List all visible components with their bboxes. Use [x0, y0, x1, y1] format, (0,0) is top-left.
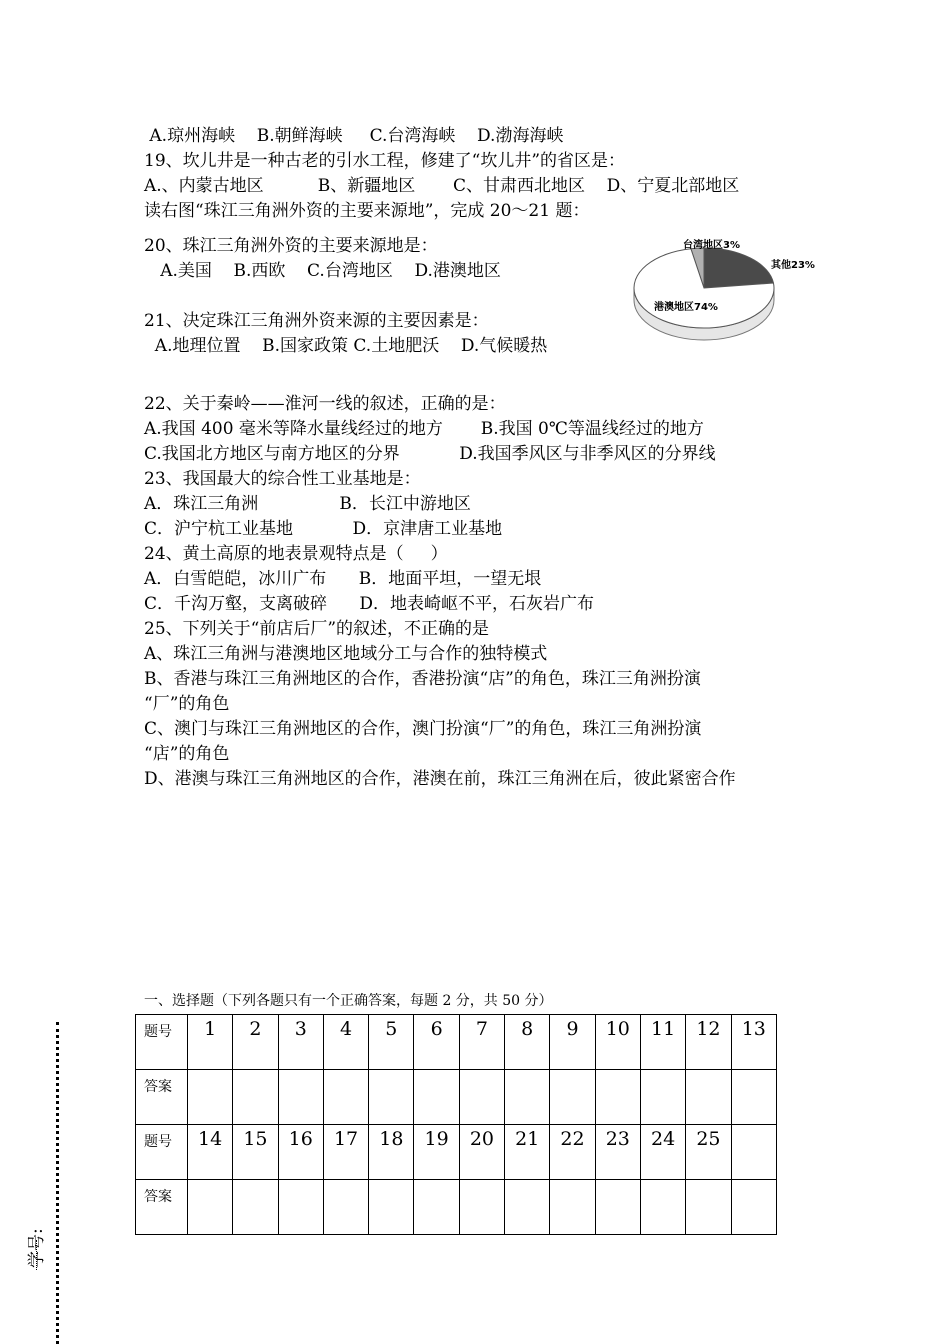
answer-cell[interactable] [188, 1070, 233, 1125]
q-number: 18 [369, 1125, 414, 1180]
q23-options-ab: A．珠江三角洲 B．长江中游地区 [144, 494, 471, 514]
q21-stem: 21、决定珠江三角洲外资来源的主要因素是： [144, 311, 489, 331]
answer-cell[interactable] [731, 1180, 776, 1235]
q20-stem: 20、珠江三角洲外资的主要来源地是： [144, 236, 438, 256]
q25-option-c-cont: “店”的角色 [144, 744, 230, 764]
q-number: 24 [640, 1125, 685, 1180]
answer-table [135, 1014, 777, 1235]
q24-stem: 24、黄土高原的地表景观特点是（ ） [144, 544, 448, 564]
q-number: 22 [550, 1125, 595, 1180]
answer-cell[interactable] [278, 1070, 323, 1125]
answer-label: 答案 [136, 1180, 188, 1235]
q25-stem: 25、下列关于“前店后厂”的叙述，不正确的是 [144, 619, 490, 639]
q25-option-c: C、澳门与珠江三角洲地区的合作，澳门扮演“厂”的角色，珠江三角洲扮演 [144, 719, 702, 739]
answer-cell[interactable] [278, 1180, 323, 1235]
number-label: 题号 [136, 1125, 188, 1180]
q-number: 14 [188, 1125, 233, 1180]
number-label: 题号 [136, 1015, 188, 1070]
q21-options: A.地理位置 B.国家政策 C.土地肥沃 D.气候暖热 [144, 336, 548, 356]
answer-cell[interactable] [323, 1070, 368, 1125]
q-number: 1 [188, 1015, 233, 1070]
q25-option-a: A、珠江三角洲与港澳地区地域分工与合作的独特模式 [144, 644, 548, 664]
q24-options-cd: C．千沟万壑，支离破碎 D．地表崎岖不平，石灰岩广布 [144, 594, 595, 614]
answer-cell[interactable] [459, 1180, 504, 1235]
answer-table-answer-row-2 [136, 1180, 777, 1235]
q23-options-cd: C．沪宁杭工业基地 D．京津唐工业基地 [144, 519, 503, 539]
q-number: 5 [369, 1015, 414, 1070]
answer-cell[interactable] [323, 1180, 368, 1235]
answer-cell[interactable] [550, 1180, 595, 1235]
answer-cell[interactable] [550, 1070, 595, 1125]
q19-stem: 19、坎儿井是一种古老的引水工程，修建了“坎儿井”的省区是： [144, 151, 626, 171]
answer-cell[interactable] [686, 1180, 731, 1235]
q-number: 17 [323, 1125, 368, 1180]
q-number [731, 1125, 776, 1180]
slice-label-other: 其他23% [771, 260, 815, 271]
binding-dotted-line [56, 1022, 59, 1344]
q18-options: A.琼州海峡 B.朝鲜海峡 C.台湾海峡 D.渤海海峡 [144, 126, 564, 146]
q-number: 6 [414, 1015, 459, 1070]
answer-cell[interactable] [505, 1070, 550, 1125]
q-number: 8 [505, 1015, 550, 1070]
q25-option-b-cont: “厂”的角色 [144, 694, 230, 714]
answer-cell[interactable] [640, 1180, 685, 1235]
q-number: 3 [278, 1015, 323, 1070]
q-number: 2 [233, 1015, 278, 1070]
answer-cell[interactable] [369, 1180, 414, 1235]
answer-cell[interactable] [414, 1070, 459, 1125]
q-number: 23 [595, 1125, 640, 1180]
q-number: 11 [640, 1015, 685, 1070]
q22-options-ab: A.我国 400 毫米等降水量线经过的地方 B.我国 0℃等温线经过的地方 [144, 419, 704, 439]
q24-options-ab: A．白雪皑皑，冰川广布 B．地面平坦，一望无垠 [144, 569, 542, 589]
q22-stem: 22、关于秦岭——淮河一线的叙述，正确的是： [144, 394, 506, 414]
answer-table-title: 一、选择题（下列各题只有一个正确答案，每题 2 分，共 50 分） [144, 993, 553, 1009]
q-number: 21 [505, 1125, 550, 1180]
q-number: 25 [686, 1125, 731, 1180]
answer-cell[interactable] [686, 1070, 731, 1125]
q25-option-b: B、香港与珠江三角洲地区的合作，香港扮演“店”的角色，珠江三角洲扮演 [144, 669, 701, 689]
q-number: 19 [414, 1125, 459, 1180]
slice-label-taiwan: 台湾地区3% [683, 240, 740, 251]
q-number: 10 [595, 1015, 640, 1070]
answer-cell[interactable] [731, 1070, 776, 1125]
answer-label: 答案 [136, 1070, 188, 1125]
answer-table-answer-row-1 [136, 1070, 777, 1125]
answer-table-number-row-2 [136, 1125, 777, 1180]
slice-label-hk-macao: 港澳地区74% [654, 302, 718, 313]
answer-cell[interactable] [188, 1180, 233, 1235]
answer-cell[interactable] [459, 1070, 504, 1125]
q-number: 13 [731, 1015, 776, 1070]
answer-cell[interactable] [233, 1070, 278, 1125]
q-number: 16 [278, 1125, 323, 1180]
q-number: 7 [459, 1015, 504, 1070]
q-number: 9 [550, 1015, 595, 1070]
q-number: 12 [686, 1015, 731, 1070]
answer-table-number-row-1 [136, 1015, 777, 1070]
pie-slice [704, 248, 773, 288]
q19-options: A.、内蒙古地区 B、新疆地区 C、甘肃西北地区 D、宁夏北部地区 [144, 176, 740, 196]
pie-slices [634, 248, 774, 340]
q20-21-intro: 读右图“珠江三角洲外资的主要来源地”，完成 20～21 题： [144, 201, 590, 221]
pie-chart [628, 230, 838, 350]
q-number: 15 [233, 1125, 278, 1180]
q-number: 20 [459, 1125, 504, 1180]
answer-cell[interactable] [233, 1180, 278, 1235]
q25-option-d: D、港澳与珠江三角洲地区的合作，港澳在前，珠江三角洲在后，彼此紧密合作 [144, 769, 736, 789]
answer-cell[interactable] [595, 1180, 640, 1235]
q-number: 4 [323, 1015, 368, 1070]
q20-options: A.美国 B.西欧 C.台湾地区 D.港澳地区 [144, 261, 501, 281]
answer-cell[interactable] [595, 1070, 640, 1125]
answer-cell[interactable] [505, 1180, 550, 1235]
answer-cell[interactable] [640, 1070, 685, 1125]
q23-stem: 23、我国最大的综合性工业基地是： [144, 469, 421, 489]
answer-cell[interactable] [414, 1180, 459, 1235]
q22-options-cd: C.我国北方地区与南方地区的分界 D.我国季风区与非季风区的分界线 [144, 444, 716, 464]
student-id-label: 学号: [27, 1228, 47, 1268]
answer-cell[interactable] [369, 1070, 414, 1125]
